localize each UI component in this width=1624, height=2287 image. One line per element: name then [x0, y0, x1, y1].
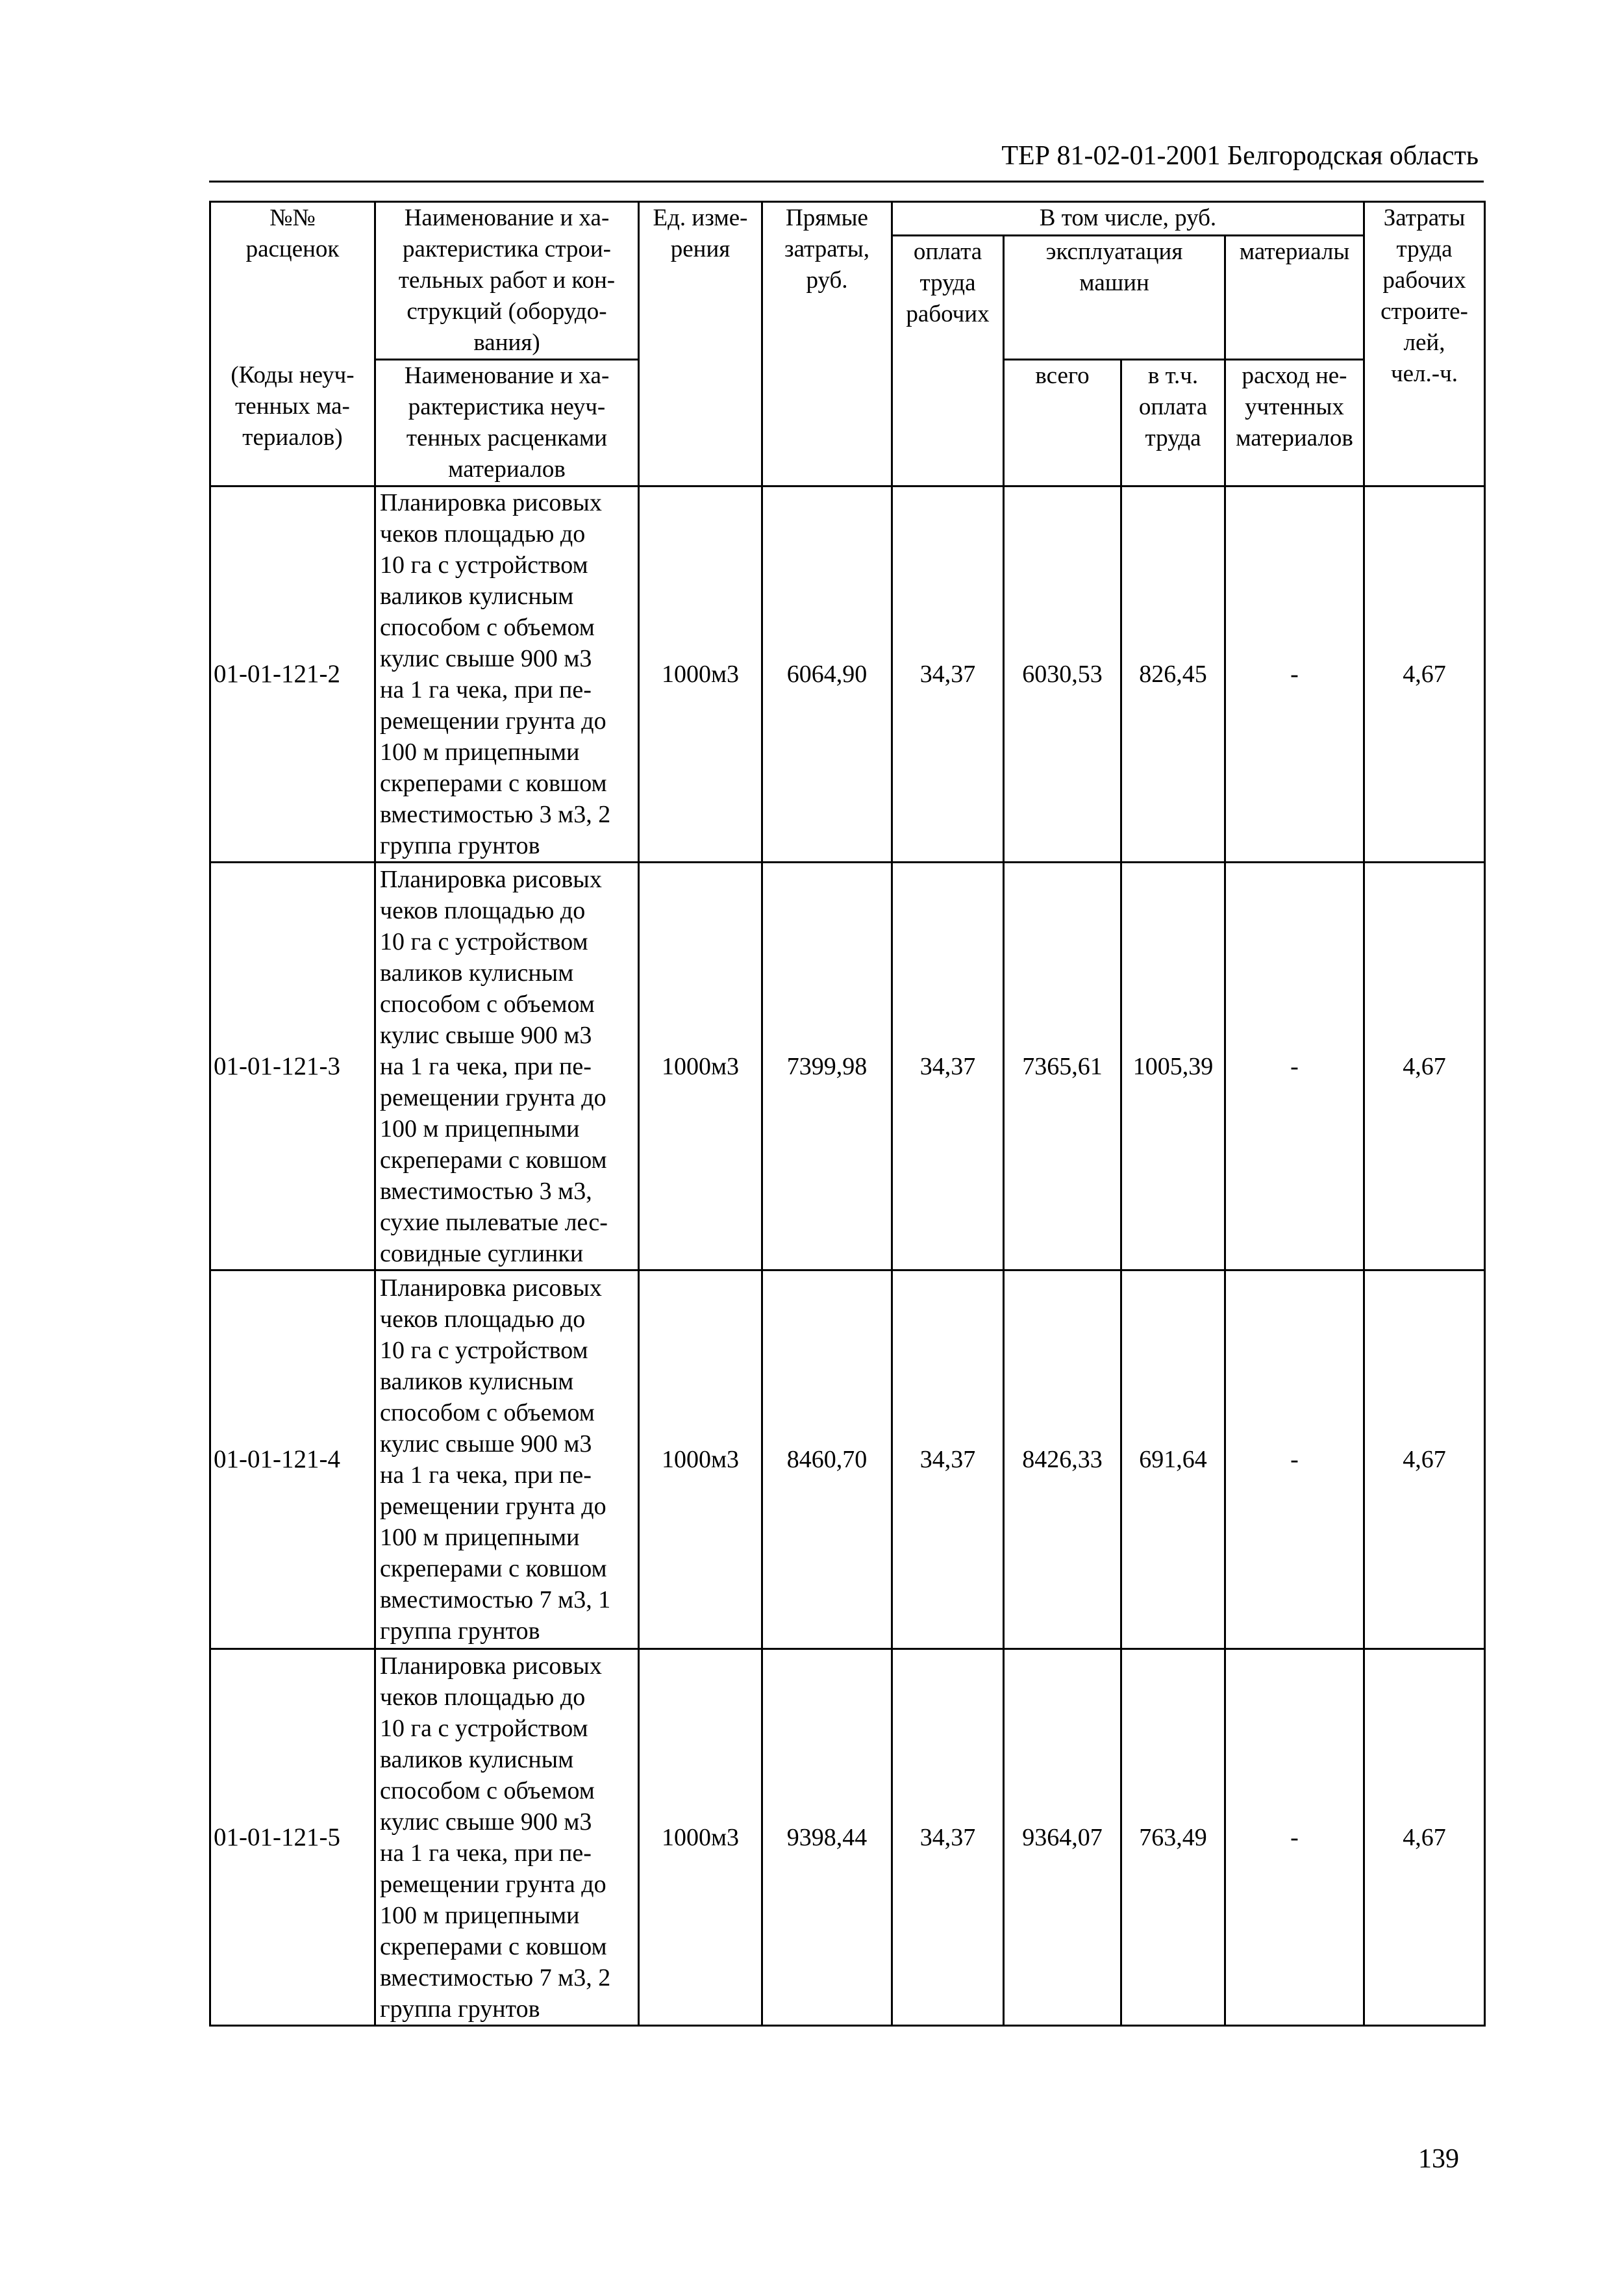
work-description: [375, 1649, 639, 2026]
header-materials-bottom-line: материалов: [1236, 425, 1353, 451]
work-description-line: на 1 га чека, при пе-: [380, 1461, 592, 1489]
work-description-line: группа грунтов: [380, 1617, 540, 1645]
table-row: [210, 486, 1485, 863]
page-number: 139: [1418, 2144, 1459, 2174]
work-description-line: 10 га с устройством: [380, 1337, 588, 1364]
work-description-line: чеков площадью до: [380, 1306, 586, 1333]
work-description-line: вместимостью 3 м3,: [380, 1177, 592, 1205]
header-labor-pay-line: труда: [919, 270, 976, 296]
work-description-line: вместимостью 7 м3, 2: [380, 1964, 611, 1991]
work-description-line: чеков площадью до: [380, 520, 586, 548]
machines-total-cell: 8426,33: [1004, 1270, 1121, 1649]
labor-pay-cell: 34,37: [892, 1649, 1004, 2026]
machines-total-cell: 7365,61: [1004, 863, 1121, 1270]
header-machines-group: [1004, 236, 1225, 327]
direct-cost-cell: 6064,90: [762, 486, 892, 863]
work-description-line: на 1 га чека, при пе-: [380, 1839, 592, 1867]
work-description-line: кулис свыше 900 м3: [380, 1021, 592, 1049]
machines-total-cell: 6030,53: [1004, 486, 1121, 863]
header-labor-hours-line: лей,: [1403, 329, 1445, 356]
work-description-line: совидные суглинки: [380, 1239, 584, 1267]
work-description-line: группа грунтов: [380, 832, 540, 859]
header-labor-hours-line: строите-: [1380, 298, 1468, 325]
header-labor-pay-line: рабочих: [906, 301, 990, 327]
header-col1-top-line: №№: [269, 205, 316, 231]
rate-code: 01-01-121-5: [210, 1649, 375, 2026]
header-materials: материалы: [1225, 236, 1364, 327]
header-divider: [209, 181, 1484, 183]
header-labor-pay: [892, 236, 1004, 486]
table-row: [210, 863, 1485, 1270]
header-col1-bottom: [210, 360, 375, 486]
work-description-line: 100 м прицепными: [380, 1901, 580, 1929]
document-header-title: ТЕР 81-02-01-2001 Белгородская область: [1001, 141, 1479, 171]
work-description-line: 100 м прицепными: [380, 739, 580, 766]
work-description-line: сухие пылеватые лес-: [380, 1208, 608, 1236]
work-description-line: Планировка рисовых: [380, 489, 602, 516]
work-description: [375, 1270, 639, 1649]
work-description-line: на 1 га чека, при пе-: [380, 676, 592, 703]
header-machines-group-line: эксплуатация: [1045, 238, 1183, 265]
work-description-line: чеков площадью до: [380, 896, 586, 924]
work-description-line: ремещении грунта до: [380, 1493, 606, 1520]
header-labor-hours: [1364, 202, 1485, 486]
work-description-line: скреперами с ковшом: [380, 1932, 607, 1960]
header-col2-bottom-line: рактеристика неуч-: [408, 394, 606, 420]
header-labor-hours-line: труда: [1396, 236, 1453, 262]
work-description-line: валиков кулисным: [380, 959, 574, 987]
direct-cost-cell: 9398,44: [762, 1649, 892, 2026]
header-labor-hours-line: рабочих: [1382, 267, 1466, 294]
header-col2-top-line: рактеристика строи-: [403, 236, 611, 262]
work-description-line: группа грунтов: [380, 1995, 540, 2023]
materials-cell: -: [1225, 1649, 1364, 2026]
header-machines-labor-line: в т.ч.: [1147, 362, 1199, 389]
header-materials-bottom-line: учтенных: [1245, 394, 1344, 420]
header-col1-bottom-line: териалов): [242, 423, 343, 451]
labor-hours-cell: 4,67: [1364, 863, 1485, 1270]
unit-cell: 1000м3: [639, 1270, 762, 1649]
header-col2-bottom-line: Наименование и ха-: [404, 362, 610, 389]
work-description-line: ремещении грунта до: [380, 707, 606, 735]
labor-hours-cell: 4,67: [1364, 1270, 1485, 1649]
rate-code: 01-01-121-3: [210, 863, 375, 1270]
labor-pay-cell: 34,37: [892, 863, 1004, 1270]
work-description-line: Планировка рисовых: [380, 1274, 602, 1302]
work-description: [375, 863, 639, 1270]
work-description-line: Планировка рисовых: [380, 865, 602, 893]
machines-labor-cell: 763,49: [1121, 1649, 1225, 2026]
header-col2-bottom-line: материалов: [448, 456, 566, 483]
direct-cost-cell: 7399,98: [762, 863, 892, 1270]
work-description-line: 10 га с устройством: [380, 551, 588, 579]
work-description-line: 100 м прицепными: [380, 1524, 580, 1551]
materials-cell: -: [1225, 863, 1364, 1270]
work-description-line: кулис свыше 900 м3: [380, 1430, 592, 1458]
labor-pay-cell: 34,37: [892, 1270, 1004, 1649]
work-description: [375, 486, 639, 863]
direct-cost-cell: 8460,70: [762, 1270, 892, 1649]
table-row: [210, 1649, 1485, 2026]
header-direct-cost: [762, 202, 892, 486]
header-labor-pay-line: оплата: [913, 238, 982, 265]
header-unit: [639, 202, 762, 486]
header-machines-labor-line: оплата: [1138, 394, 1208, 420]
header-labor-hours-line: Затраты: [1383, 205, 1466, 231]
labor-hours-cell: 4,67: [1364, 1649, 1485, 2026]
work-description-line: кулис свыше 900 м3: [380, 645, 592, 672]
table-row: [210, 1270, 1485, 1649]
unit-cell: 1000м3: [639, 486, 762, 863]
work-description-line: ремещении грунта до: [380, 1870, 606, 1898]
header-col1-top-line: расценок: [245, 236, 340, 262]
header-col2-bottom: [375, 360, 639, 486]
work-description-line: скреперами с ковшом: [380, 1146, 607, 1174]
header-direct-cost-line: руб.: [806, 267, 848, 294]
header-unit-line: рения: [670, 236, 731, 262]
work-description-line: скреперами с ковшом: [380, 1555, 607, 1582]
header-unit-line: Ед. изме-: [653, 205, 748, 231]
header-materials-bottom: [1225, 360, 1364, 486]
work-description-line: Планировка рисовых: [380, 1652, 602, 1680]
header-col2-bottom-line: тенных расценками: [406, 425, 608, 451]
work-description-line: кулис свыше 900 м3: [380, 1808, 592, 1836]
work-description-line: способом с объемом: [380, 990, 595, 1018]
header-col2-top-line: струкций (оборудо-: [406, 298, 607, 325]
header-materials-bottom-line: расход не-: [1242, 362, 1347, 389]
header-col1-bottom-line: тенных ма-: [235, 392, 350, 420]
header-col2-top: [375, 202, 639, 360]
header-col2-top-line: вания): [473, 329, 540, 356]
work-description-line: на 1 га чека, при пе-: [380, 1052, 592, 1080]
work-description-line: 10 га с устройством: [380, 928, 588, 955]
labor-hours-cell: 4,67: [1364, 486, 1485, 863]
unit-cell: 1000м3: [639, 1649, 762, 2026]
work-description-line: вместимостью 3 м3, 2: [380, 801, 611, 828]
header-machines-spacer: [1004, 327, 1225, 360]
header-direct-cost-line: затраты,: [784, 236, 869, 262]
machines-labor-cell: 691,64: [1121, 1270, 1225, 1649]
work-description-line: ремещении грунта до: [380, 1083, 606, 1111]
header-labor-hours-line: чел.-ч.: [1391, 360, 1458, 387]
work-description-line: способом с объемом: [380, 1776, 595, 1804]
machines-total-cell: 9364,07: [1004, 1649, 1121, 2026]
header-machines-labor: [1121, 360, 1225, 486]
work-description-line: вместимостью 7 м3, 1: [380, 1586, 611, 1613]
header-direct-cost-line: Прямые: [786, 205, 868, 231]
rates-table: [209, 201, 1486, 2027]
header-col2-top-line: Наименование и ха-: [404, 205, 610, 231]
work-description-line: валиков кулисным: [380, 583, 574, 610]
header-machines-total: всего: [1004, 360, 1121, 486]
header-group-including: В том числе, руб.: [892, 202, 1364, 236]
machines-labor-cell: 1005,39: [1121, 863, 1225, 1270]
header-machines-labor-line: труда: [1145, 425, 1201, 451]
header-machines-group-line: машин: [1079, 270, 1149, 296]
work-description-line: валиков кулисным: [380, 1368, 574, 1395]
work-description-line: скреперами с ковшом: [380, 770, 607, 797]
rate-code: 01-01-121-4: [210, 1270, 375, 1649]
work-description-line: 10 га с устройством: [380, 1714, 588, 1742]
work-description-line: валиков кулисным: [380, 1745, 574, 1773]
header-col2-top-line: тельных работ и кон-: [398, 267, 616, 294]
labor-pay-cell: 34,37: [892, 486, 1004, 863]
header-materials-spacer: [1225, 327, 1364, 360]
materials-cell: -: [1225, 1270, 1364, 1649]
materials-cell: -: [1225, 486, 1364, 863]
header-col1-bottom-line: (Коды неуч-: [231, 361, 355, 388]
unit-cell: 1000м3: [639, 863, 762, 1270]
work-description-line: способом с объемом: [380, 614, 595, 641]
rate-code: 01-01-121-2: [210, 486, 375, 863]
header-col1-top: [210, 202, 375, 360]
work-description-line: способом с объемом: [380, 1399, 595, 1426]
work-description-line: 100 м прицепными: [380, 1115, 580, 1143]
work-description-line: чеков площадью до: [380, 1683, 586, 1711]
machines-labor-cell: 826,45: [1121, 486, 1225, 863]
